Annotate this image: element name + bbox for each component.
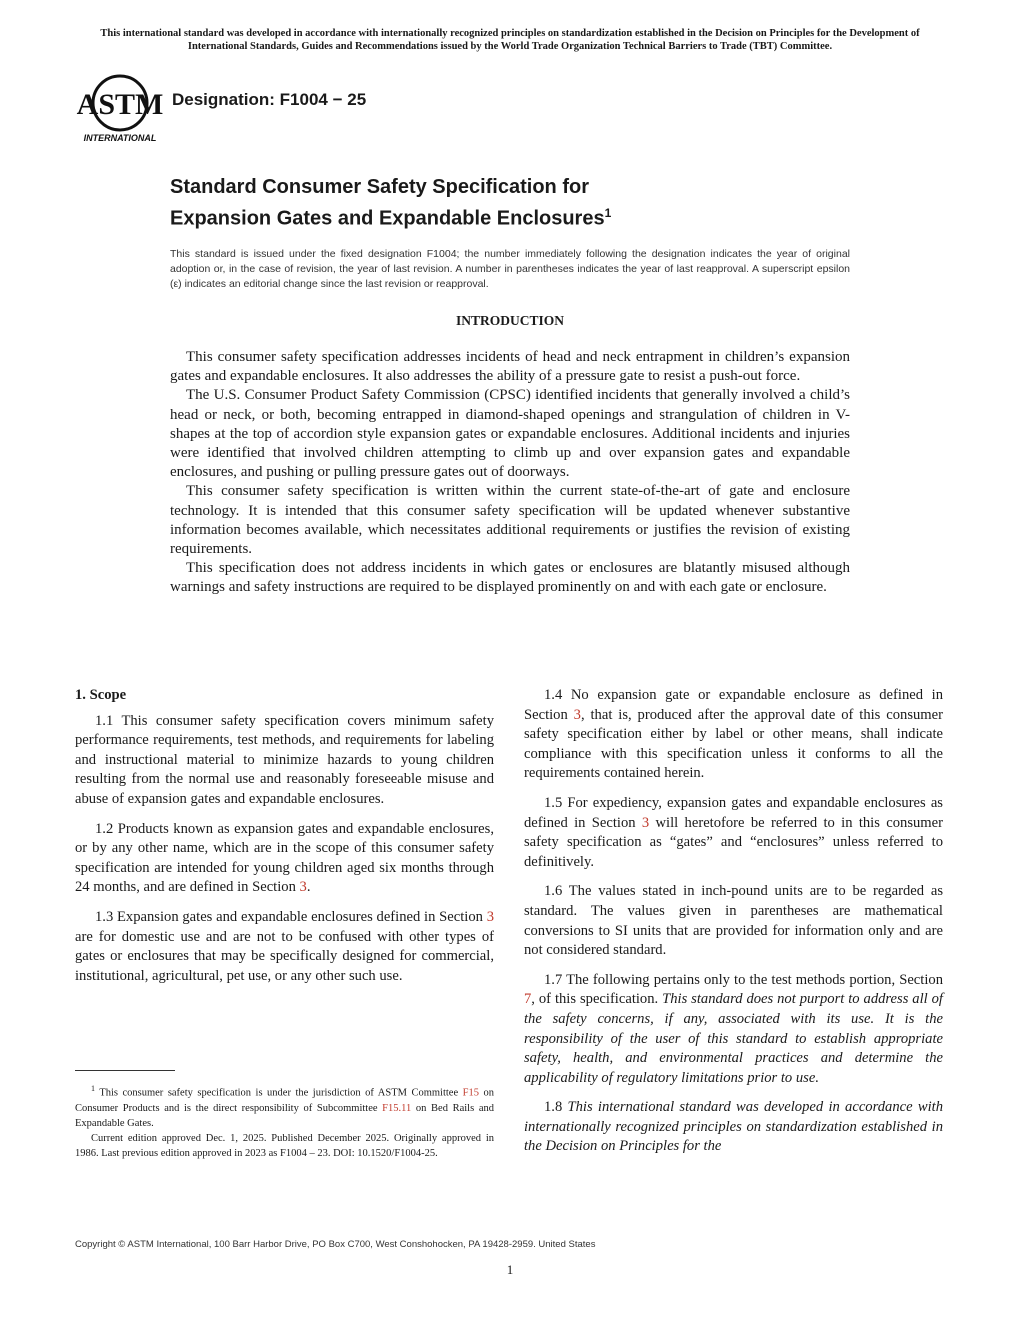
section-3-link[interactable]: 3: [573, 706, 581, 723]
logo-caption: INTERNATIONAL: [83, 133, 157, 143]
document-title: [170, 174, 611, 232]
intro-paragraph: This consumer safety specification is written within the current state-of-the-art of gate and enclosure technology. It is intended that this consumer safety specification will be updated whenever substantive information becomes available, which necessitates additional requirements or justifies the revision of existing requirements.: [170, 483, 850, 558]
title-line-1: Standard Consumer Safety Specification for: [170, 176, 589, 198]
footnote-edition: Current edition approved Dec. 1, 2025. Published December 2025. Originally approved in 1986. Last previous edition approved in 2023 as F1004 – 23. DOI: 10.1520/F1004-25.: [75, 1132, 494, 1159]
issued-note: This standard is issued under the fixed designation F1004; the number immediately following the designation indicates the year of original adoption or, in the case of revision, the year of last revision. A number in parentheses indicates the year of last reapproval. A superscript epsilon (ε) indicates an editorial change since the last revision or reapproval.: [170, 248, 850, 290]
introduction-body: [170, 348, 850, 598]
committee-f15-link[interactable]: F15: [462, 1087, 479, 1099]
footnote: [75, 1081, 494, 1161]
section-3-link[interactable]: 3: [299, 879, 307, 896]
title-line-2: Expansion Gates and Expandable Enclosures$^1$: [170, 206, 612, 230]
section-3-link[interactable]: 3: [486, 908, 494, 925]
footnote-divider: [75, 1070, 175, 1071]
right-column: [524, 686, 943, 1167]
section-1-7: 1.7 The following pertains only to the test methods portion, Section 7, of this specification. This standard does not purport to address all of the safety concerns, if any, associated with its use. It is the responsibility of the user of this standard to establish appropriate safety, health, and environmental practices and determine the applicability of regulatory limitations prior to use.: [524, 971, 943, 1086]
astm-logo: [76, 73, 166, 145]
top-notice: This international standard was developed in accordance with internationally recognized principles on standardization established in the Decision on Principles for the Development of International Standards, Guides and Recommendations issued by the World Trade Organization Technical Barriers to Trade (TBT) Committee.: [100, 28, 920, 52]
section-7-link[interactable]: 7: [524, 991, 532, 1008]
section-1-3: 1.3 Expansion gates and expandable enclosures defined in Section 3 are for domestic use and are not to be confused with other types of gates or enclosures that may be specifically designed for commercial, institutional, agricultural, pet use, or any other such use.: [75, 908, 494, 984]
section-1-4: 1.4 No expansion gate or expandable enclosure as defined in Section 3, that is, produced after the approval date of this consumer safety specification either by label or other means, shall indicate compliance with this specification unless it conforms to all the requirements contained herein.: [524, 687, 943, 782]
intro-paragraph: The U.S. Consumer Product Safety Commission (CPSC) identified incidents that generally involved a child’s head or neck, or both, becoming entrapped in diamond-shaped openings and strangulation of children in V-shapes at the top of accordion style expansion gates or expandable enclosures. Additional incidents and injuries were identified that involved children attempting to climb up and over expansion gates and expandable enclosures, and pushing or pulling pressure gates out of doorways.: [170, 387, 850, 481]
title-footnote-mark[interactable]: 1: [604, 206, 612, 220]
introduction-heading: INTRODUCTION: [455, 313, 564, 328]
subcommittee-f15-11-link[interactable]: F15.11: [382, 1102, 412, 1114]
logo-letters: ASTM: [76, 88, 164, 121]
designation: Designation: F1004 − 25: [172, 90, 367, 109]
section-1-5: 1.5 For expediency, expansion gates and expandable enclosures as defined in Section 3 will heretofore be referred to in this consumer safety specification as “gates” and “enclosures” unless referred to definitively.: [524, 794, 943, 870]
intro-paragraph: This specification does not address incidents in which gates or enclosures are blatantly misused although warnings and safety instructions are required to be displayed prominently on and with each gate or enclosure.: [170, 560, 850, 596]
footnote-jurisdiction: $^1$ This consumer safety specification is under the jurisdiction of ASTM Committee F15 on Consumer Products and is the direct responsibility of Subcommittee F15.11 on Bed Rails and Expandable Gates.: [75, 1084, 494, 1129]
section-1-1: 1.1 This consumer safety specification covers minimum safety performance requirements, test methods, and requirements for labeling and instructional material to minimize hazards to young children resulting from the normal use and reasonably foreseeable misuse and abuse of expansion gates and expandable enclosures.: [75, 712, 494, 807]
intro-paragraph: This consumer safety specification addresses incidents of head and neck entrapment in children’s expansion gates and expandable enclosures. It also addresses the ability of a pressure gate to resist a push-out force.: [170, 349, 850, 385]
section-1-6: 1.6 The values stated in inch-pound units are to be regarded as standard. The values given in parentheses are mathematical conversions to SI units that are provided for information only and are not considered standard.: [524, 883, 943, 959]
section-1-2: 1.2 Products known as expansion gates and expandable enclosures, or by any other name, which are in the scope of this consumer safety specification are intended for young children aged six months through 24 months, and are defined in Section 3.: [75, 820, 494, 896]
astm-logo-icon: [76, 73, 166, 145]
scope-heading: 1. Scope: [75, 687, 127, 703]
copyright: Copyright © ASTM International, 100 Barr Harbor Drive, PO Box C700, West Conshohocken, PA 19428-2959. United States: [75, 1239, 596, 1250]
left-column: [75, 686, 494, 996]
section-1-8: 1.8 This international standard was developed in accordance with internationally recognized principles on standardization established in the Decision on Principles for the: [524, 1099, 944, 1155]
page-number: 1: [506, 1262, 514, 1277]
section-3-link[interactable]: 3: [641, 814, 650, 831]
